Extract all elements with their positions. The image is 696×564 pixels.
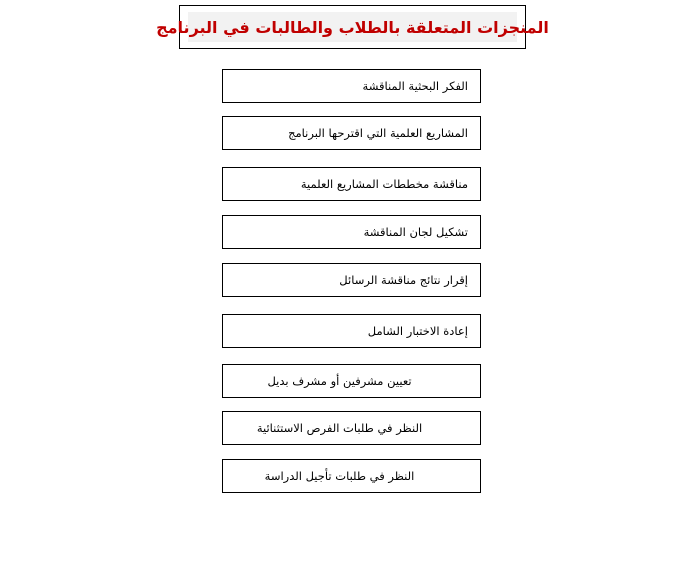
diagram-title: المنجزات المتعلقة بالطلاب والطالبات في البرنامج (188, 12, 517, 42)
item-label: الفكر البحثية المناقشة (362, 79, 468, 93)
item-committees (222, 215, 481, 249)
item-comprehensive-exam (222, 314, 481, 348)
item-label: إعادة الاختبار الشامل (367, 324, 468, 338)
item-study-postponement (222, 459, 481, 493)
item-supervisors (222, 364, 481, 398)
item-proposed-projects (222, 116, 481, 150)
diagram-title-box (156, 5, 549, 49)
item-exceptional-chances (222, 411, 481, 445)
item-thesis-results (222, 263, 481, 297)
item-label: النظر في طلبات تأجيل الدراسة (264, 469, 415, 483)
item-label: النظر في طلبات الفرص الاستثنائية (256, 421, 423, 435)
item-project-plans (222, 167, 481, 201)
item-label: تشكيل لجان المناقشة (363, 225, 468, 239)
item-label: تعيين مشرفين أو مشرف بديل (267, 374, 412, 388)
item-label: إقرار نتائج مناقشة الرسائل (339, 273, 468, 287)
item-label: مناقشة مخططات المشاريع العلمية (300, 177, 468, 191)
item-research-ideas (222, 69, 481, 103)
item-label: المشاريع العلمية التي اقترحها البرنامج (288, 126, 468, 140)
